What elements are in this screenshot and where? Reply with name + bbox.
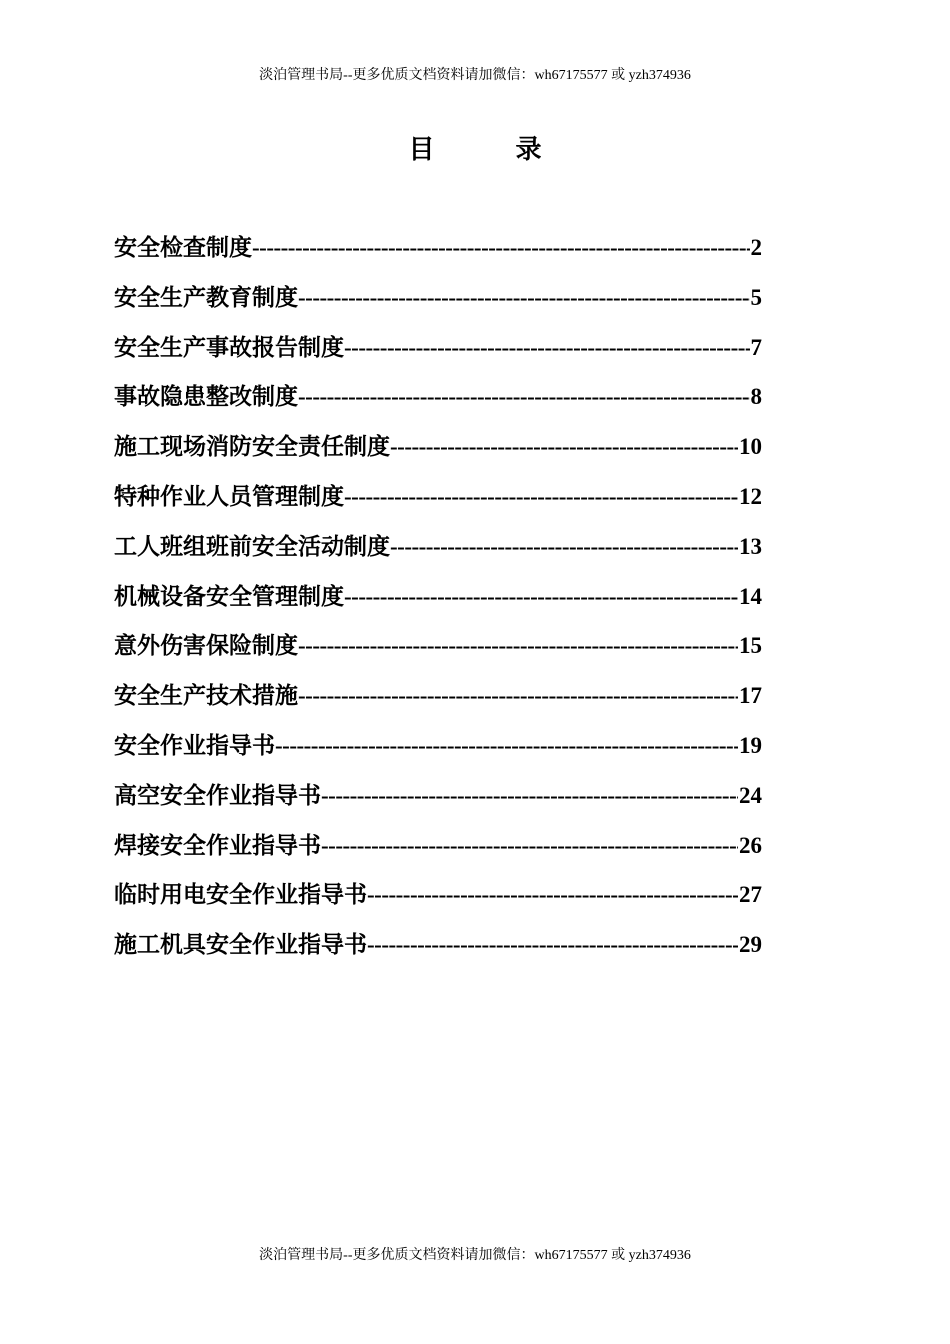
- toc-dot-leader: [321, 771, 738, 821]
- toc-entry[interactable]: [114, 572, 762, 622]
- toc-dot-leader: [390, 422, 738, 472]
- toc-entry-page: 29: [739, 932, 762, 958]
- toc-entry[interactable]: [114, 223, 762, 273]
- toc-entry[interactable]: [114, 522, 762, 572]
- toc-dot-leader: [367, 870, 738, 920]
- toc-entry[interactable]: [114, 671, 762, 721]
- toc-entry-label: 施工现场消防安全责任制度: [114, 433, 390, 461]
- toc-entry-label: 工人班组班前安全活动制度: [114, 532, 390, 560]
- toc-entry-label: 安全检查制度: [114, 234, 252, 261]
- toc-entry[interactable]: [114, 472, 762, 522]
- toc-dot-leader: [252, 223, 750, 273]
- toc-dot-leader: [298, 621, 738, 671]
- toc-entry-label: 事故隐患整改制度: [114, 383, 298, 411]
- toc-entry-page: 14: [739, 583, 762, 609]
- toc-dot-leader: [298, 273, 750, 323]
- toc-entry-label: 焊接安全作业指导书: [114, 831, 321, 859]
- toc-dot-leader: [344, 472, 738, 522]
- toc-entry-page: 7: [750, 334, 762, 360]
- toc-dot-leader: [344, 323, 750, 373]
- toc-entry[interactable]: [114, 771, 762, 821]
- toc-entry[interactable]: [114, 821, 762, 871]
- toc-entry-page: 17: [739, 683, 762, 709]
- toc-entry[interactable]: [114, 721, 762, 771]
- toc-dot-leader: [344, 572, 738, 622]
- toc-entry-page: 24: [739, 782, 762, 808]
- toc-entry-label: 机械设备安全管理制度: [114, 582, 344, 610]
- toc-dot-leader: [298, 671, 738, 721]
- toc-entry[interactable]: [114, 323, 762, 373]
- toc-entry[interactable]: [114, 870, 762, 920]
- toc-dot-leader: [367, 920, 738, 970]
- table-of-contents: [114, 223, 762, 970]
- page-title: 目 录: [408, 135, 578, 165]
- page-header-note: 淡泊管理书局--更多优质文档资料请加微信：wh67175577 或 yzh374936: [259, 68, 691, 83]
- toc-entry[interactable]: [114, 372, 762, 422]
- toc-entry-label: 安全生产技术措施: [114, 682, 298, 710]
- toc-entry-label: 特种作业人员管理制度: [114, 482, 344, 510]
- toc-entry-page: 19: [739, 732, 762, 758]
- toc-entry-page: 8: [750, 384, 762, 410]
- toc-entry-page: 13: [739, 533, 762, 559]
- toc-entry-page: 10: [739, 434, 762, 460]
- toc-entry[interactable]: [114, 273, 762, 323]
- toc-dot-leader: [298, 372, 750, 422]
- toc-entry-label: 高空安全作业指导书: [114, 781, 321, 809]
- toc-dot-leader: [275, 721, 738, 771]
- toc-dot-leader: [321, 821, 738, 871]
- toc-entry-page: 27: [739, 882, 762, 908]
- toc-entry-page: 15: [739, 633, 762, 659]
- toc-entry[interactable]: [114, 621, 762, 671]
- toc-entry-label: 安全生产教育制度: [114, 283, 298, 311]
- toc-entry[interactable]: [114, 920, 762, 970]
- toc-entry-page: 12: [739, 483, 762, 509]
- toc-entry-label: 意外伤害保险制度: [114, 632, 298, 660]
- toc-entry[interactable]: [114, 422, 762, 472]
- toc-entry-label: 施工机具安全作业指导书: [114, 931, 367, 959]
- toc-entry-label: 安全作业指导书: [114, 731, 275, 759]
- toc-entry-label: 安全生产事故报告制度: [114, 333, 344, 361]
- toc-entry-page: 26: [739, 832, 762, 858]
- toc-entry-page: 5: [750, 284, 762, 310]
- page-footer-note: 淡泊管理书局--更多优质文档资料请加微信：wh67175577 或 yzh374936: [259, 1248, 691, 1263]
- toc-entry-page: 2: [750, 235, 762, 260]
- toc-dot-leader: [390, 522, 738, 572]
- toc-entry-label: 临时用电安全作业指导书: [114, 881, 367, 909]
